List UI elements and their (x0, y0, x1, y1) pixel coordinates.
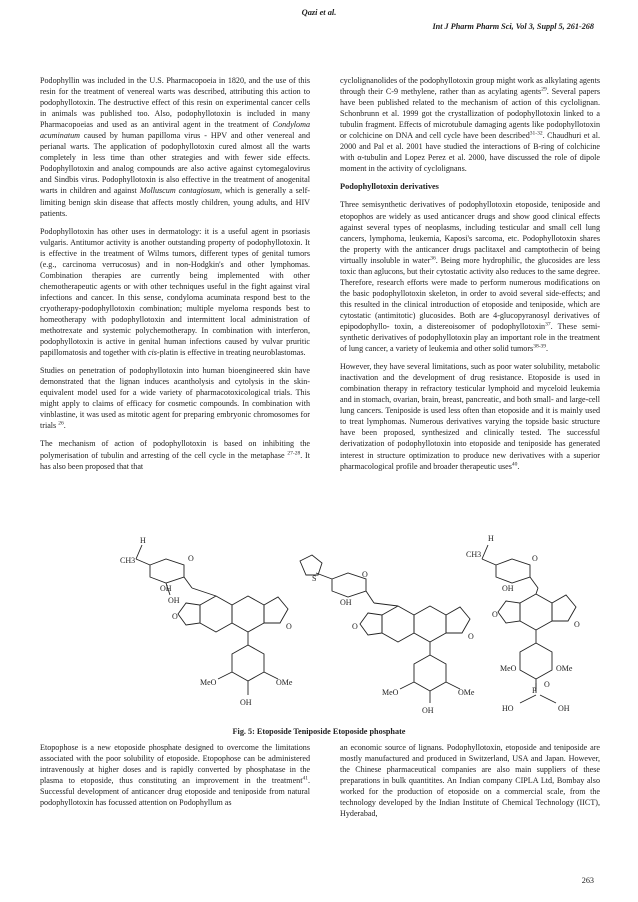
svg-text:OMe: OMe (276, 678, 293, 687)
paragraph: cyclolignanolides of the podophyllotoxin group might work as alkylating agents through their C-9 methylene, rather than as acylating agents$^{29}$. Several papers have been published related to the mechanism of action of this cyclolignan. Schonbrunn et al. 1999 got the crystallization of podophyllotoxin linked to a tubulin fragment. Effects of microtubule damaging agents like podophyllotoxin or colchicine on DNA and cell cycle have been described$^{31-32}$. Chaudhuri et al. 2000 and Pal et al. 2001 have studied the interactions of B-ring of colchicine with α-tubulin and Lopez Perez et al. 2000, have discussed the role of dipole moment in the activity of cyclolignans. (340, 76, 601, 174)
paragraph: The mechanism of action of podophyllotoxin is based on inhibiting the polymerisation of tubulin and arresting of the cell cycle in the metaphase $^{27-28}$. It has also been proposed that that (40, 439, 310, 471)
paragraph: Studies on penetration of podophyllotoxin into human bioengineered skin have demonstrated that the lignan induces acantholysis and cytolysis in the skin-equivalent model used for a wide variety of pharmacotoxicological trials. This might apply to claims of efficacy for cosmetic compounds. In combination with vinblastine, it was used as mitotic agent for preparing embryonic chromosomes for trials $^{26}$. (40, 366, 310, 431)
svg-text:O: O (188, 554, 194, 563)
right-column (340, 75, 600, 479)
page-number: 263 (581, 876, 594, 885)
svg-text:OH: OH (240, 698, 252, 707)
svg-text:H: H (488, 534, 494, 543)
paragraph: Three semisynthetic derivatives of podophyllotoxin etoposide, teniposide and etopophos are widely as used anticancer drugs and show good clinical effects against several types of neoplasms, including testicular and small cell lung cancers, lymphoma, leukemia, Kaposi's sarcoma, etc. Podophyllotoxin shares the property with the anticancer drugs paclitaxel and camptothecin of being virtually insoluble in water$^{36}$. Being more hydrophilic, the glucosides are less toxic than aglucons, but their cytostatic activity also reduces to the same degree. Therefore, research efforts were made to perform numerous modifications on the basic podophyllotoxin skeleton, in order to avoid several side-effects; and this resulted in the clinical introduction of etoposide and teniposide, which are cytostatic (antimitotic) glucosides. Both are 4-glucopyranosyl derivatives of epipodophyllo- toxin, a distereoisomer of podophyllotoxin$^{37}$. These semi-synthetic derivatives of podophyllotoxin play an important role in the treatment of lung cancer, a variety of leukemia and other solid tumors$^{38-39}$. (340, 200, 600, 354)
svg-text:MeO: MeO (382, 688, 399, 697)
etoposide-phosphate-structure (482, 545, 576, 703)
svg-text:CH3: CH3 (466, 550, 482, 559)
svg-text:OH: OH (502, 584, 514, 593)
svg-text:OH: OH (422, 706, 434, 715)
figure-chemical-structures (100, 533, 600, 718)
left-column-bottom (40, 742, 310, 815)
svg-text:MeO: MeO (200, 678, 217, 687)
svg-text:O: O (574, 620, 580, 629)
svg-text:O: O (172, 612, 178, 621)
svg-text:P: P (532, 686, 537, 695)
svg-text:O: O (492, 610, 498, 619)
svg-text:OH: OH (340, 598, 352, 607)
paragraph: However, they have several limitations, such as poor water solubility, metabolic inactivation and the development of drug resistance. Etoposide is used in combination therapy in refractory testicular lymphoid and myceloid leukemia and in stomach, ovarian, brain, breast, pancreatic, and both small- and large-cell lung cancers. Teniposide is used less often than etoposide and it is mainly used to treat lymphomas. Numerous derivatives varying the topside basic structure have been proposed, synthesized and clinically tested. The successful derivatization of podophyllotoxin into etoposide and teniposide has generated interest in structure optimization to produce new derivatives with a superior pharmacological profile and broader therapeutic uses$^{40}$. (340, 362, 600, 471)
svg-text:HO: HO (502, 704, 514, 713)
teniposide-structure (300, 555, 470, 703)
paragraph: an economic source of lignans. Podophyllotoxin, etoposide and teniposide are mostly manufactured and produced in Switzerland, USA and Japan. However, the Chinese pharmaceutical companies are also main suppliers of these preparations in bulk quantitites. An Indian company CIPLA Ltd, Bombay also worked for the production of etoposide on a commercial scale, from the technology developed by the Indian Institute of Chemical Technology (IICT), Hyderabad, (340, 743, 600, 819)
svg-text:H: H (140, 536, 146, 545)
etoposide-structure (136, 545, 288, 695)
figure-caption: Fig. 5: Etoposide Teniposide Etoposide phosphate (232, 727, 406, 736)
svg-text:OMe: OMe (556, 664, 573, 673)
svg-text:S: S (312, 574, 317, 583)
section-heading: Podophyllotoxin derivatives (340, 182, 439, 192)
paragraph: Podophyllotoxin has other uses in dermatology: it is a useful agent in psoriasis vulgaris. Antitumor activity is another outstanding property of podophyllotoxin. It is effective in the treatment of Wilms tumors, different types of genital tumors (e.g., carcinoma verrucosus) and in non-Hodgkin's and other lymphomas. Combination therapies are currently being implemented with other chemotherapeutic agents or with other techniques useful in the fight against viral infections and cancer. In this sense, condyloma acuminata respond best to the cryotherapy-podophyllotoxin combination; multiple myeloma responds best to homeotherapy with podophyllotoxin and intermittent local administration of methotrexate and systemic polychemotherapy. In combination with interferon, podophyllotoxin is active in genital human infections caused by vulvar pruritic papillomatosis and together with cis-platin is effective in treating neuroblastomas. (40, 226, 310, 358)
svg-text:O: O (544, 680, 550, 689)
left-column (40, 75, 310, 479)
svg-text:O: O (468, 632, 474, 641)
svg-text:OH: OH (160, 584, 172, 593)
right-column-bottom (340, 742, 600, 826)
paragraph: Podophyllin was included in the U.S. Pharmacopoeia in 1820, and the use of this resin for the treatment of venereal warts was described, attributing this action to podophyllotoxin. The destructive effect of this resin on experimental cancer cells in animals was published too. Also, podophyllotoxin is included in many Pharmacopoeias and used as an antiviral agent in the treatment of Condyloma acuminatum caused by human papilloma virus - HPV and other venereal and perianal warts. The application of podophyllotoxin cured almost all the warts completely in less time than other strategies and with fewer side effects. Podophyllotoxin and analog compounds are also active against cytomegalovirus and Sindbis virus. Podophyllotoxin is also effective in the treatment of anogenital warts in children and against Molluscum contagiosum, which is generally a self-limiting benign skin disease that affects mostly children, young adults, and HIV patients. (40, 76, 311, 218)
svg-text:O: O (286, 622, 292, 631)
svg-text:O: O (362, 570, 368, 579)
svg-text:O: O (532, 554, 538, 563)
running-header-journal: Int J Pharm Pharm Sci, Vol 3, Suppl 5, 261-268 (432, 22, 594, 31)
paragraph: Etopophose is a new etoposide phosphate designed to overcome the limitations associated with the poor solubility of etoposide. Etopophose can be administered intravenously at higher doses and is rapidly converted by phosphatase in the plasma to etoposide, thus constituting an improvement in the treatment$^{41}$. Successful development of anticancer drug etoposide and teniposide from natural podophyllotoxin has focussed attention on Podophyllum as (40, 743, 310, 808)
svg-text:MeO: MeO (500, 664, 517, 673)
svg-text:CH3: CH3 (120, 556, 136, 565)
running-header-author: Qazi et al. (301, 8, 337, 17)
svg-text:OMe: OMe (458, 688, 475, 697)
svg-text:OH: OH (558, 704, 570, 713)
svg-text:O: O (352, 622, 358, 631)
svg-text:OH: OH (168, 596, 180, 605)
